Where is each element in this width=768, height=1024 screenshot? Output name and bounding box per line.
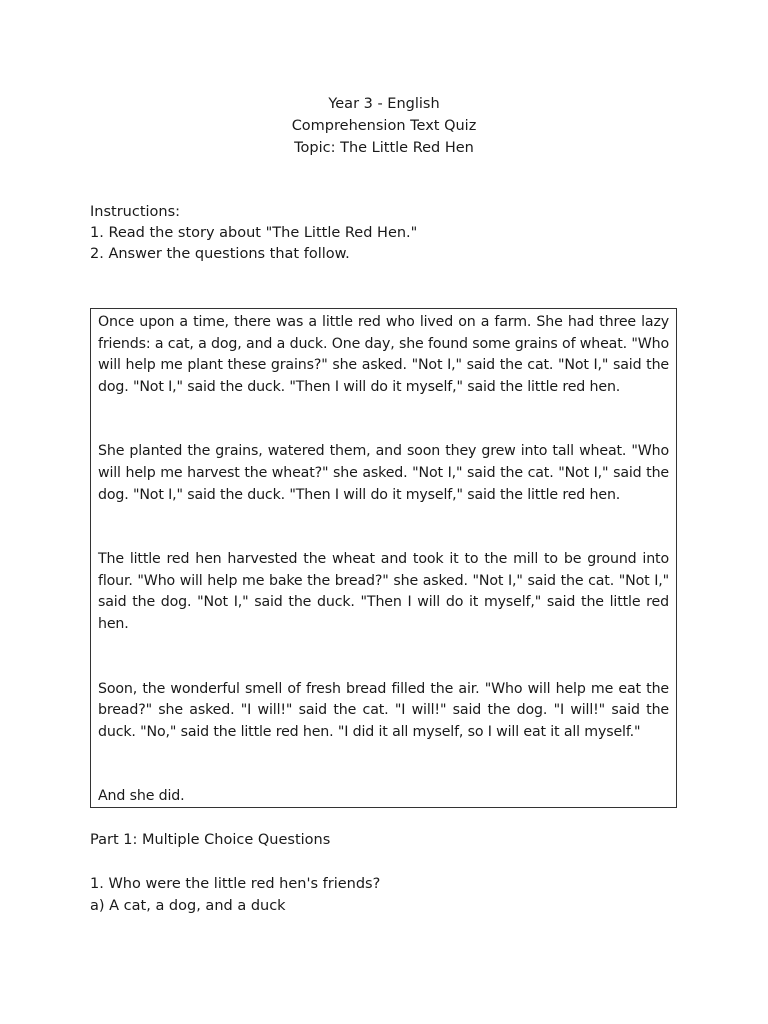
story-paragraph: Once upon a time, there was a little red who lived on a farm. She had three lazy friends: a cat, a dog, and a duck. One day, she found some grains of wheat. "Who will help me plant these grains?" she asked. "Not I," said the cat. "Not I," said the dog. "Not I," said the duck. "Then I will do it myself," said the little red hen.	[98, 314, 669, 395]
question-1-option-a: a) A cat, a dog, and a duck	[90, 898, 286, 914]
header-quiz-title: Comprehension Text Quiz	[291, 118, 477, 134]
instruction-item: 1. Read the story about "The Little Red Hen."	[90, 225, 418, 241]
header-year-subject: Year 3 - English	[328, 96, 440, 112]
question-1-text: 1. Who were the little red hen's friends?	[90, 876, 381, 892]
document-header	[0, 93, 768, 159]
instructions-section	[90, 202, 690, 265]
story-paragraph: She planted the grains, watered them, and soon they grew into tall wheat. "Who will help me harvest the wheat?" she asked. "Not I," said the cat. "Not I," said the dog. "Not I," said the duck. "Then I will do it myself," said the little red hen.	[98, 443, 669, 503]
instructions-heading: Instructions:	[90, 204, 181, 220]
story-paragraph: Soon, the wonderful smell of fresh bread filled the air. "Who will help me eat the bread?" she asked. "I will!" said the cat. "I will!" said the dog. "I will!" said the duck. "No," said the little red hen. "I did it all myself, so I will eat it all myself."	[98, 680, 669, 740]
question-1	[90, 873, 380, 917]
header-topic: Topic: The Little Red Hen	[294, 140, 474, 156]
story-box	[90, 308, 677, 808]
instruction-item: 2. Answer the questions that follow.	[90, 246, 350, 262]
story-paragraph: The little red hen harvested the wheat and took it to the mill to be ground into flour. "Who will help me bake the bread?" she asked. "Not I," said the cat. "Not I," said the dog. "Not I," said the duck. "Then I will do it myself," said the little red hen.	[98, 551, 669, 632]
story-closing-line: And she did.	[98, 788, 185, 805]
part1-title: Part 1: Multiple Choice Questions	[90, 832, 331, 848]
